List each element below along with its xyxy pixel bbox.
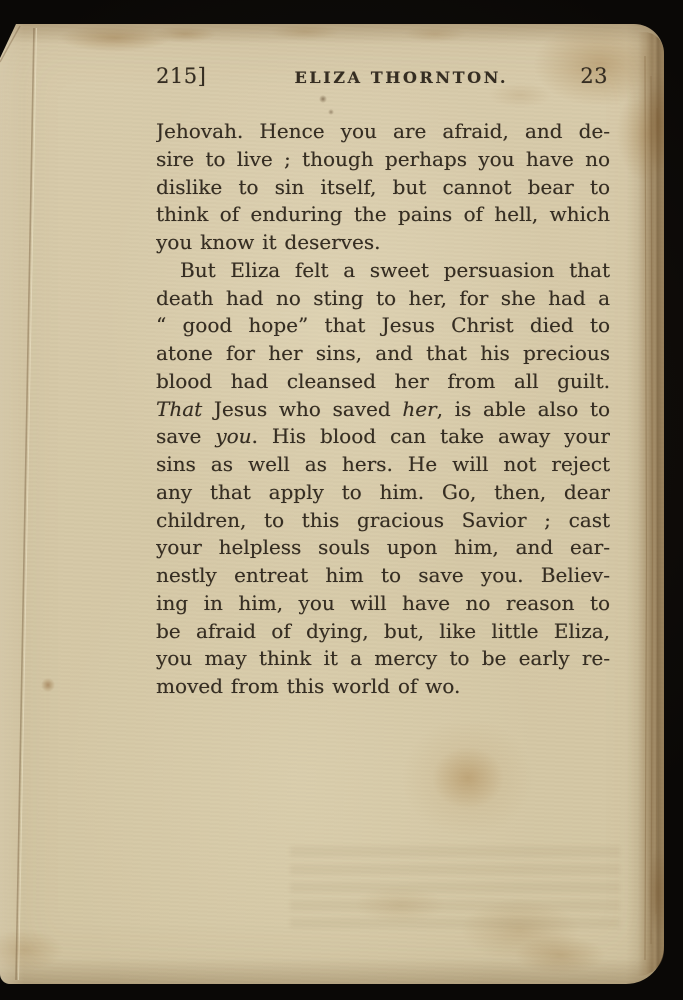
- book-page: [0, 24, 664, 984]
- page-number: 23: [580, 64, 608, 88]
- text-line: That Jesus who saved her, is able also to: [156, 396, 610, 421]
- signature-number: 215]: [156, 64, 207, 88]
- text-line: “ good hope” that Jesus Christ died to: [156, 313, 610, 338]
- text-line: any that apply to him. Go, then, dear: [156, 479, 610, 504]
- text-line: think of enduring the pains of hell, which: [156, 202, 610, 227]
- text-line: ing in him, you will have no reason to: [156, 590, 610, 615]
- text-line: your helpless souls upon him, and ear-: [156, 535, 610, 560]
- text-line: you may think it a mercy to be early re-: [156, 646, 610, 671]
- book-fore-edge: [638, 32, 664, 976]
- text-line: save you. His blood can take away your: [156, 424, 610, 449]
- running-title: ELIZA THORNTON.: [294, 68, 509, 87]
- text-line: death had no sting to her, for she had a: [156, 285, 610, 310]
- text-line: atone for her sins, and that his precious: [156, 341, 610, 365]
- text-line: blood had cleansed her from all guilt.: [156, 368, 610, 393]
- text-line: Jehovah. Hence you are afraid, and de-: [156, 119, 610, 143]
- show-through-text: [290, 846, 620, 928]
- text-line: But Eliza felt a sweet persuasion that: [180, 257, 610, 282]
- text-line: children, to this gracious Savior ; cast: [156, 507, 610, 532]
- text-line: moved from this world of wo.: [156, 674, 461, 698]
- text-line: dislike to sin itself, but cannot bear to: [156, 174, 610, 199]
- page-text-lines: [156, 118, 610, 701]
- text-line: sire to live ; though perhaps you have no: [156, 146, 610, 171]
- text-line: sins as well as hers. He will not reject: [156, 452, 610, 476]
- text-line: nestly entreat him to save you. Believ-: [156, 563, 610, 587]
- page-header: [156, 64, 608, 88]
- text-line: be afraid of dying, but, like little Eliza,: [156, 618, 610, 643]
- text-line: you know it deserves.: [156, 230, 381, 254]
